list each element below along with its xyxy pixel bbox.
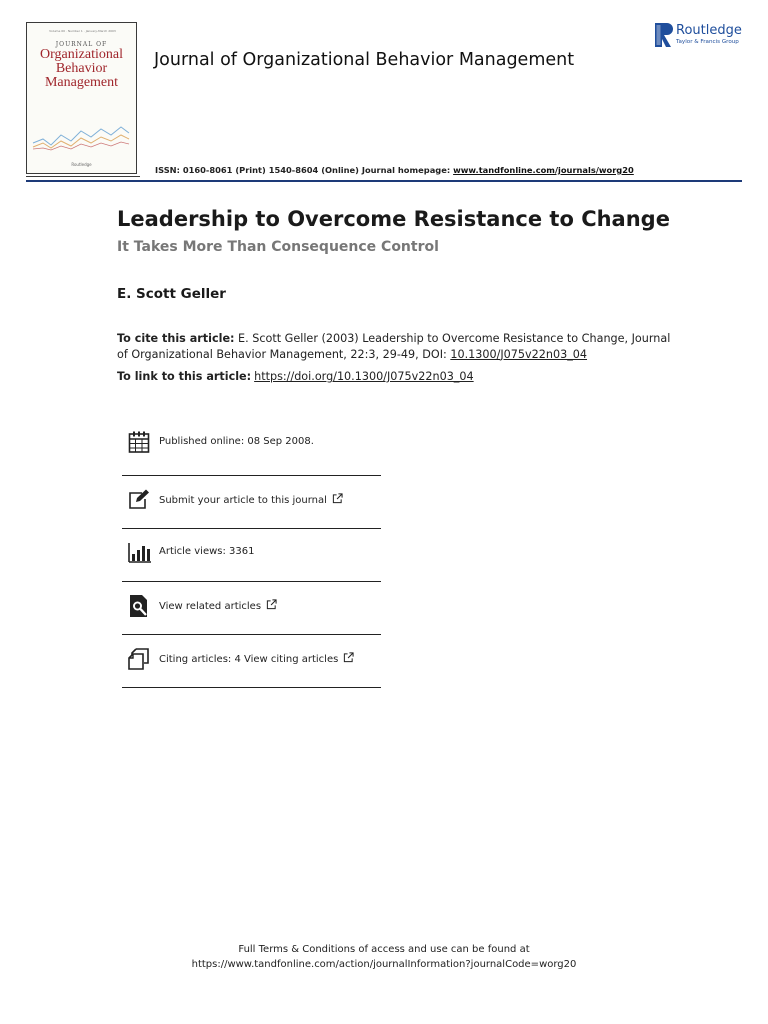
citation-label: To cite this article:	[117, 332, 235, 345]
cover-title-line: Management	[44, 75, 119, 90]
cover-chart-graphic	[31, 113, 131, 153]
article-author: E. Scott Geller	[117, 286, 226, 302]
article-views-text: Article views: 3361	[159, 546, 255, 557]
journal-homepage-link[interactable]: www.tandfonline.com/journals/worg20	[453, 165, 634, 175]
issn-text: ISSN: 0160-8061 (Print) 1540-8604 (Online) Journal homepage:	[155, 165, 454, 175]
related-articles-label: View related articles	[159, 601, 262, 612]
info-item-views	[122, 529, 381, 582]
submit-article-link[interactable]	[159, 493, 343, 506]
terms-footer	[0, 942, 768, 972]
publisher-name: Routledge	[676, 23, 742, 38]
cover-publisher-mark: Routledge	[71, 162, 92, 167]
info-item-published	[122, 420, 381, 476]
bar-chart-icon	[127, 541, 151, 565]
citing-articles-icon	[127, 647, 151, 671]
citation-block	[117, 331, 677, 362]
submit-article-label: Submit your article to this journal	[159, 495, 327, 506]
terms-text: Full Terms & Conditions of access and use can be found at	[238, 944, 530, 955]
external-link-icon	[332, 493, 343, 504]
article-subtitle: It Takes More Than Consequence Control	[117, 239, 439, 255]
citation-doi-link[interactable]: 10.1300/J075v22n03_04	[450, 347, 588, 361]
info-item-submit[interactable]	[122, 476, 381, 529]
cover-title-line: Behavior	[55, 61, 108, 76]
cover-issue-line: Volume 00 · Number 1 · January-March 2003	[49, 29, 116, 33]
journal-title: Journal of Organizational Behavior Management	[154, 50, 575, 70]
search-document-icon	[127, 594, 151, 618]
cover-title-line: Organizational	[40, 47, 123, 62]
link-label: To link to this article:	[117, 370, 252, 383]
article-link-line	[117, 370, 474, 383]
article-title: Leadership to Overcome Resistance to Change	[117, 207, 670, 231]
article-info-list	[122, 420, 381, 688]
calendar-icon	[127, 430, 151, 454]
cover-title	[27, 48, 136, 90]
article-doi-link[interactable]: https://doi.org/10.1300/J075v22n03_04	[254, 370, 474, 383]
issn-line	[155, 165, 634, 175]
citing-articles-link[interactable]	[159, 652, 354, 665]
edit-icon	[127, 488, 151, 512]
header-divider	[26, 180, 742, 182]
cover-small-title: JOURNAL OF	[55, 41, 108, 48]
info-item-citing[interactable]	[122, 635, 381, 688]
citation-text: E. Scott Geller (2003) Leadership to Overcome Resistance to Change, Journal of Organizational Behavior Management, 22:3, 29-49, DOI:	[117, 332, 671, 361]
routledge-logo-icon	[654, 22, 674, 48]
cover-underline	[26, 176, 140, 177]
publisher-subtitle: Taylor & Francis Group	[676, 39, 739, 45]
related-articles-link[interactable]	[159, 599, 277, 612]
published-online-text: Published online: 08 Sep 2008.	[159, 436, 314, 447]
info-item-related[interactable]	[122, 582, 381, 635]
publisher-logo	[654, 22, 754, 52]
journal-cover-image	[26, 22, 137, 174]
terms-url-link[interactable]: https://www.tandfonline.com/action/journalInformation?journalCode=worg20	[191, 959, 577, 970]
external-link-icon	[343, 652, 354, 663]
external-link-icon	[266, 599, 277, 610]
citing-articles-label: Citing articles: 4 View citing articles	[159, 654, 339, 665]
